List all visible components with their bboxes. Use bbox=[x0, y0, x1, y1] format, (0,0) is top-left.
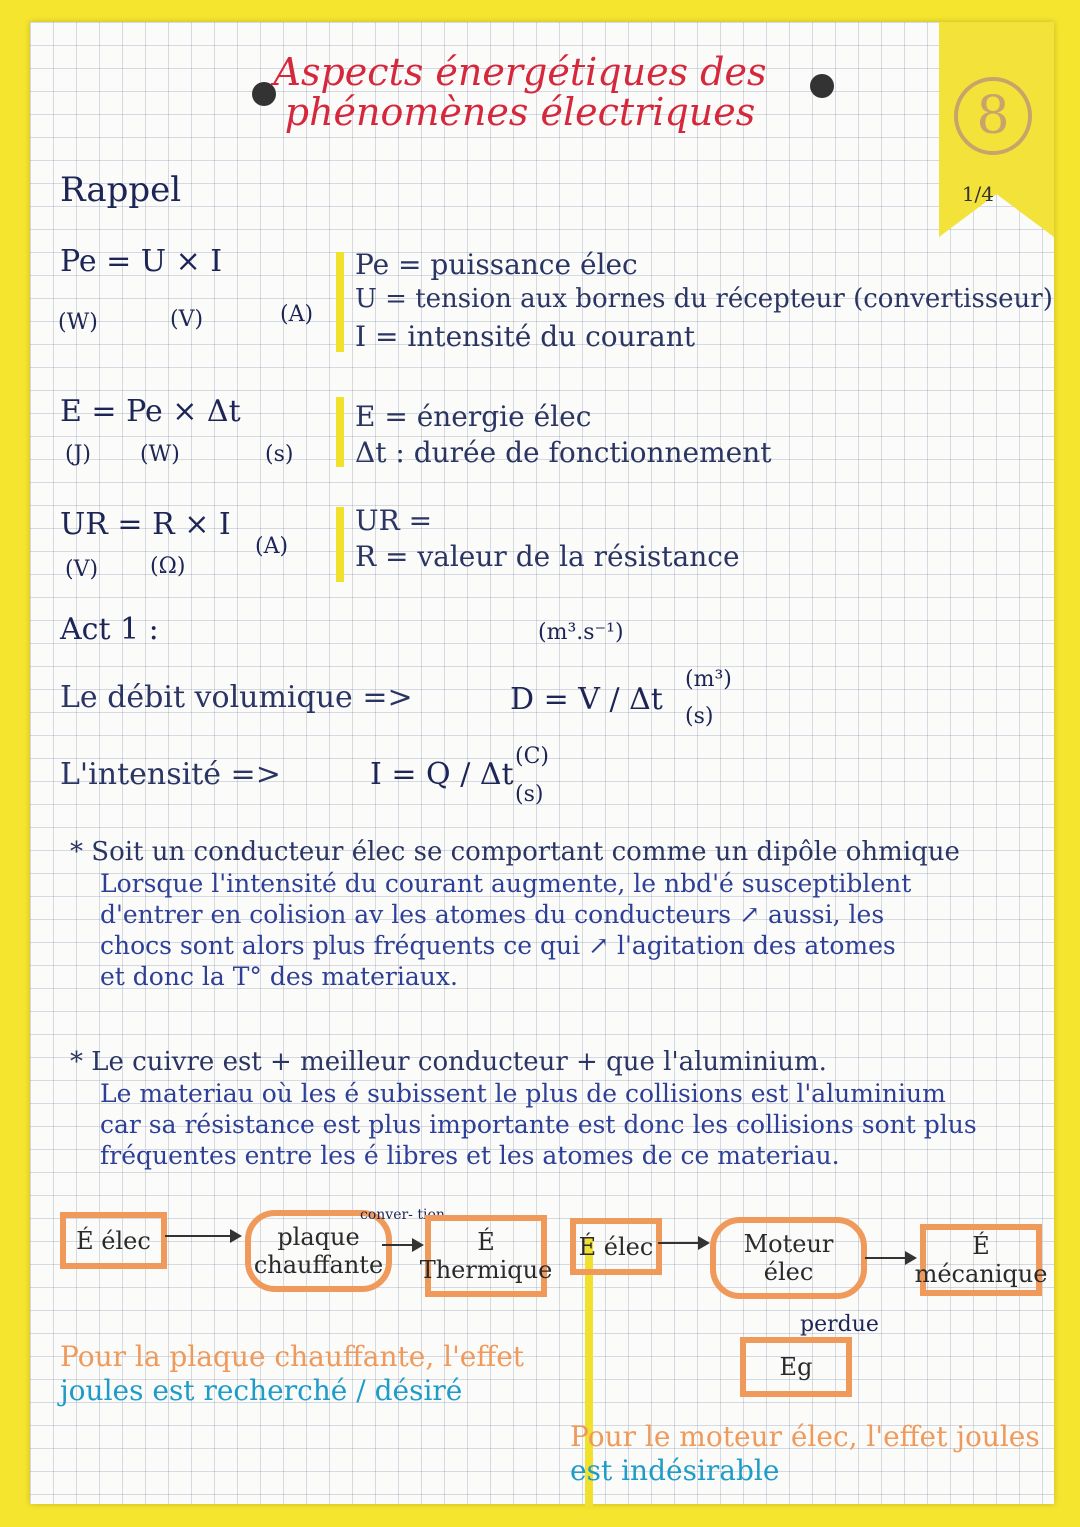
unit-s: (s) bbox=[265, 442, 294, 467]
debit-volume-unit: (m³) bbox=[685, 667, 732, 692]
page-title: Aspects énergétiques des phénomènes électriques bbox=[273, 50, 767, 134]
def-ur: UR = bbox=[355, 504, 433, 537]
arrow bbox=[658, 1242, 708, 1244]
box-elec-energy-1: É élec bbox=[60, 1212, 167, 1269]
activity-heading: Act 1 : bbox=[60, 612, 159, 647]
unit-i: (A) bbox=[280, 302, 314, 327]
def-i: I = intensité du courant bbox=[355, 320, 696, 353]
intensity-time-unit: (s) bbox=[515, 782, 544, 807]
loss-label: perdue bbox=[800, 1312, 879, 1337]
formula-pe: Pe = U × I bbox=[60, 244, 223, 279]
arrow bbox=[382, 1244, 422, 1246]
debit-formula: D = V / Δt bbox=[510, 682, 663, 717]
conclusion-plate-line2: joules est recherché / désiré bbox=[60, 1374, 463, 1407]
arrow bbox=[865, 1257, 915, 1259]
def-u: U = tension aux bornes du récepteur (convertisseur) bbox=[355, 284, 1053, 314]
box-electric-motor: Moteur élec bbox=[710, 1217, 867, 1299]
def-r: R = valeur de la résistance bbox=[355, 540, 740, 573]
punch-hole-right bbox=[810, 74, 834, 98]
chapter-number: 8 bbox=[954, 77, 1032, 155]
box-heat-loss: Eg bbox=[740, 1337, 852, 1397]
note-card bbox=[30, 22, 1054, 1504]
intensity-charge-unit: (C) bbox=[515, 744, 549, 769]
debit-unit: (m³.s⁻¹) bbox=[538, 620, 624, 645]
unit-v: (V) bbox=[65, 557, 99, 582]
formula-ur: UR = R × I bbox=[60, 507, 231, 542]
box-heating-plate: plaque chauffante bbox=[245, 1210, 392, 1292]
highlight-bar bbox=[336, 397, 344, 467]
conclusion-motor-line1: Pour le moteur élec, l'effet joules bbox=[570, 1420, 1040, 1453]
unit-ohm: (Ω) bbox=[150, 554, 186, 579]
formula-e: E = Pe × Δt bbox=[60, 394, 241, 429]
highlight-bar bbox=[336, 507, 344, 582]
def-pe: Pe = puissance élec bbox=[355, 248, 638, 281]
unit-j: (J) bbox=[65, 442, 91, 467]
debit-label: Le débit volumique => bbox=[60, 680, 413, 715]
def-dt: Δt : durée de fonctionnement bbox=[355, 436, 772, 469]
unit-pe: (W) bbox=[58, 310, 98, 335]
intensity-formula: I = Q / Δt bbox=[370, 757, 514, 792]
box-elec-energy-2: É élec bbox=[570, 1218, 662, 1275]
highlight-bar bbox=[336, 252, 344, 352]
unit-a: (A) bbox=[255, 534, 289, 559]
debit-time-unit: (s) bbox=[685, 704, 714, 729]
paragraph-ohmic: * Soit un conducteur élec se comportant comme un dipôle ohmique Lorsque l'intensité du courant augmente, le nbd'é susceptiblent d'entrer en colision av les atomes du conducteurs ↗ aussi, les chocs sont alors plus fréquents ce qui ↗ l'agitation des atomes et donc la T° des materiaux. bbox=[70, 837, 960, 991]
box-thermal-energy: É Thermique bbox=[425, 1215, 547, 1297]
conclusion-plate-line1: Pour la plaque chauffante, l'effet bbox=[60, 1340, 525, 1373]
section-heading: Rappel bbox=[60, 170, 182, 210]
unit-w: (W) bbox=[140, 442, 180, 467]
conversion-label: conver- tion bbox=[360, 1207, 445, 1223]
arrow bbox=[165, 1235, 240, 1237]
unit-u: (V) bbox=[170, 307, 204, 332]
intensity-label: L'intensité => bbox=[60, 757, 281, 792]
box-mechanical-energy: É mécanique bbox=[920, 1224, 1042, 1296]
paragraph-copper: * Le cuivre est + meilleur conducteur + que l'aluminium. Le materiau où les é subissent le plus de collisions est l'aluminium car sa résistance est plus importante est donc les collisions sont plus fréquentes entre les é libres et les atomes de ce materiau. bbox=[70, 1047, 977, 1170]
conclusion-motor-line2: est indésirable bbox=[570, 1454, 780, 1487]
page-indicator: 1/4 bbox=[961, 182, 994, 206]
def-e: E = énergie élec bbox=[355, 400, 592, 433]
